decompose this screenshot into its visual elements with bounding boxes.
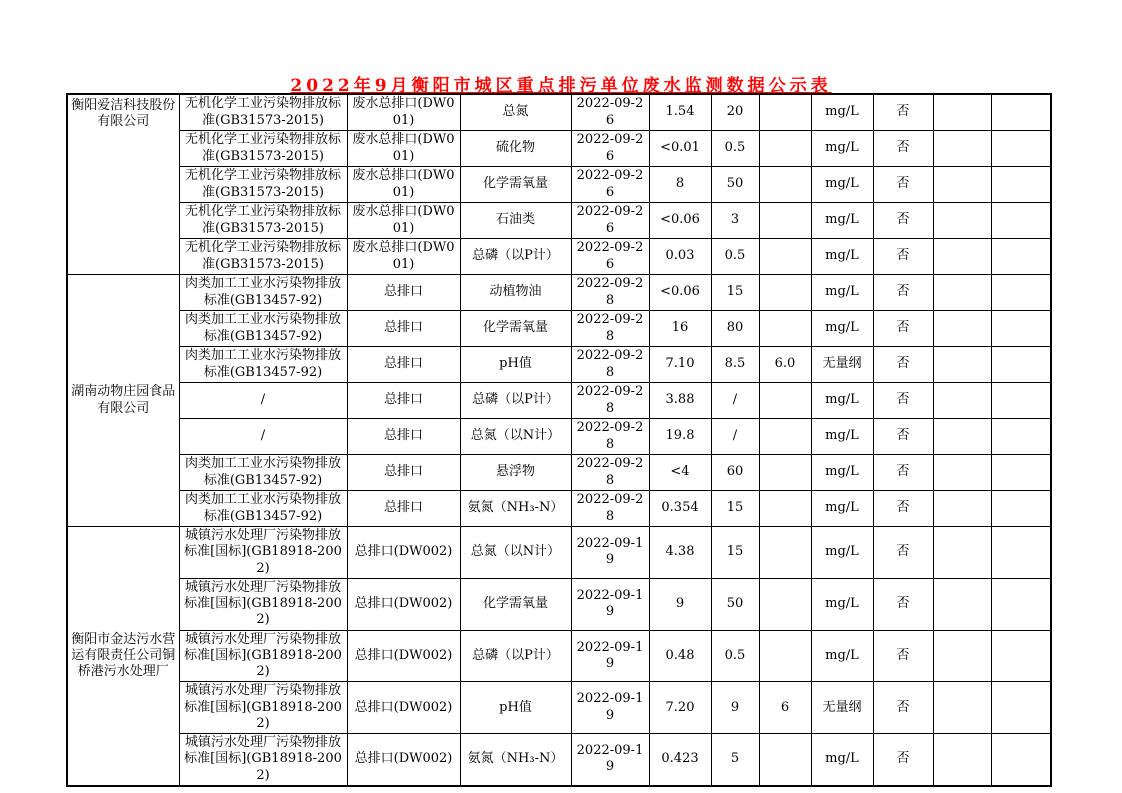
unit-cell: mg/L [811, 491, 873, 527]
blank-cell-1 [933, 383, 991, 419]
limit-min-cell [759, 630, 811, 682]
table-row [67, 203, 1051, 239]
outlet-cell: 总排口(DW002) [347, 734, 460, 786]
limit-max-cell: 60 [711, 455, 759, 491]
table-row [67, 682, 1051, 734]
standard-cell: / [179, 419, 347, 455]
standard-cell: 肉类加工工业水污染物排放标准(GB13457-92) [179, 455, 347, 491]
parameter-cell: 化学需氧量 [460, 167, 571, 203]
blank-cell-2 [991, 734, 1051, 786]
date-cell: 2022-09-28 [571, 311, 649, 347]
unit-cell: mg/L [811, 275, 873, 311]
result-cell: <0.01 [649, 131, 711, 167]
outlet-cell: 废水总排口(DW001) [347, 239, 460, 275]
table-row [67, 167, 1051, 203]
exceeded-cell: 否 [873, 682, 933, 734]
blank-cell-2 [991, 94, 1051, 131]
unit-cell: mg/L [811, 239, 873, 275]
limit-min-cell [759, 94, 811, 131]
standard-cell: 城镇污水处理厂污染物排放标准[国标](GB18918-2002) [179, 578, 347, 630]
outlet-cell: 总排口(DW002) [347, 578, 460, 630]
unit-cell: mg/L [811, 419, 873, 455]
outlet-cell: 总排口 [347, 491, 460, 527]
date-cell: 2022-09-19 [571, 527, 649, 579]
outlet-cell: 总排口 [347, 275, 460, 311]
outlet-cell: 总排口(DW002) [347, 527, 460, 579]
standard-cell: 肉类加工工业水污染物排放标准(GB13457-92) [179, 275, 347, 311]
blank-cell-2 [991, 491, 1051, 527]
parameter-cell: 悬浮物 [460, 455, 571, 491]
table-row [67, 131, 1051, 167]
limit-max-cell: 5 [711, 734, 759, 786]
parameter-cell: 化学需氧量 [460, 578, 571, 630]
wastewater-monitoring-table [66, 93, 1052, 787]
blank-cell-1 [933, 131, 991, 167]
limit-max-cell: 15 [711, 491, 759, 527]
standard-cell: 无机化学工业污染物排放标准(GB31573-2015) [179, 203, 347, 239]
result-cell: 0.48 [649, 630, 711, 682]
table-row [67, 419, 1051, 455]
parameter-cell: 氨氮（NH₃-N） [460, 491, 571, 527]
date-cell: 2022-09-28 [571, 419, 649, 455]
blank-cell-1 [933, 94, 991, 131]
parameter-cell: 氨氮（NH₃-N） [460, 734, 571, 786]
standard-cell: 无机化学工业污染物排放标准(GB31573-2015) [179, 167, 347, 203]
blank-cell-2 [991, 682, 1051, 734]
blank-cell-2 [991, 131, 1051, 167]
outlet-cell: 总排口 [347, 347, 460, 383]
blank-cell-2 [991, 527, 1051, 579]
table-row [67, 527, 1051, 579]
date-cell: 2022-09-26 [571, 167, 649, 203]
result-cell: <0.06 [649, 275, 711, 311]
exceeded-cell: 否 [873, 239, 933, 275]
exceeded-cell: 否 [873, 455, 933, 491]
unit-cell: mg/L [811, 94, 873, 131]
parameter-cell: pH值 [460, 682, 571, 734]
blank-cell-2 [991, 347, 1051, 383]
result-cell: 0.354 [649, 491, 711, 527]
result-cell: 1.54 [649, 94, 711, 131]
outlet-cell: 总排口 [347, 311, 460, 347]
unit-cell: mg/L [811, 630, 873, 682]
exceeded-cell: 否 [873, 419, 933, 455]
date-cell: 2022-09-26 [571, 239, 649, 275]
parameter-cell: pH值 [460, 347, 571, 383]
standard-cell: / [179, 383, 347, 419]
blank-cell-1 [933, 682, 991, 734]
limit-min-cell: 6 [759, 682, 811, 734]
blank-cell-2 [991, 578, 1051, 630]
table-row [67, 630, 1051, 682]
standard-cell: 城镇污水处理厂污染物排放标准[国标](GB18918-2002) [179, 527, 347, 579]
table-row [67, 94, 1051, 131]
exceeded-cell: 否 [873, 131, 933, 167]
result-cell: 4.38 [649, 527, 711, 579]
parameter-cell: 总磷（以P计） [460, 239, 571, 275]
date-cell: 2022-09-26 [571, 203, 649, 239]
limit-min-cell [759, 239, 811, 275]
outlet-cell: 总排口 [347, 419, 460, 455]
exceeded-cell: 否 [873, 167, 933, 203]
blank-cell-1 [933, 578, 991, 630]
result-cell: 7.10 [649, 347, 711, 383]
date-cell: 2022-09-19 [571, 630, 649, 682]
blank-cell-2 [991, 203, 1051, 239]
exceeded-cell: 否 [873, 275, 933, 311]
exceeded-cell: 否 [873, 578, 933, 630]
parameter-cell: 硫化物 [460, 131, 571, 167]
date-cell: 2022-09-28 [571, 383, 649, 419]
date-cell: 2022-09-28 [571, 275, 649, 311]
parameter-cell: 石油类 [460, 203, 571, 239]
table-row [67, 491, 1051, 527]
date-cell: 2022-09-19 [571, 578, 649, 630]
result-cell: 3.88 [649, 383, 711, 419]
limit-min-cell [759, 734, 811, 786]
limit-max-cell: 0.5 [711, 239, 759, 275]
blank-cell-2 [991, 275, 1051, 311]
blank-cell-2 [991, 239, 1051, 275]
result-cell: 0.03 [649, 239, 711, 275]
parameter-cell: 总磷（以P计） [460, 630, 571, 682]
parameter-cell: 总氮（以N计） [460, 527, 571, 579]
blank-cell-2 [991, 311, 1051, 347]
standard-cell: 城镇污水处理厂污染物排放标准[国标](GB18918-2002) [179, 734, 347, 786]
blank-cell-1 [933, 734, 991, 786]
result-cell: 7.20 [649, 682, 711, 734]
unit-cell: mg/L [811, 203, 873, 239]
table-row [67, 347, 1051, 383]
outlet-cell: 总排口(DW002) [347, 630, 460, 682]
blank-cell-1 [933, 203, 991, 239]
standard-cell: 无机化学工业污染物排放标准(GB31573-2015) [179, 94, 347, 131]
blank-cell-1 [933, 527, 991, 579]
outlet-cell: 总排口(DW002) [347, 682, 460, 734]
parameter-cell: 总氮 [460, 94, 571, 131]
result-cell: 19.8 [649, 419, 711, 455]
company-name-cell: 衡阳爱洁科技股份有限公司 [67, 94, 179, 275]
unit-cell: mg/L [811, 131, 873, 167]
exceeded-cell: 否 [873, 311, 933, 347]
date-cell: 2022-09-19 [571, 682, 649, 734]
limit-min-cell: 6.0 [759, 347, 811, 383]
company-name-cell: 湖南动物庄园食品有限公司 [67, 275, 179, 527]
limit-max-cell: / [711, 419, 759, 455]
unit-cell: mg/L [811, 455, 873, 491]
blank-cell-2 [991, 630, 1051, 682]
limit-min-cell [759, 311, 811, 347]
blank-cell-1 [933, 167, 991, 203]
parameter-cell: 总磷（以P计） [460, 383, 571, 419]
blank-cell-2 [991, 167, 1051, 203]
blank-cell-1 [933, 311, 991, 347]
limit-max-cell: 50 [711, 167, 759, 203]
date-cell: 2022-09-19 [571, 734, 649, 786]
standard-cell: 肉类加工工业水污染物排放标准(GB13457-92) [179, 491, 347, 527]
date-cell: 2022-09-28 [571, 347, 649, 383]
table-row [67, 578, 1051, 630]
parameter-cell: 动植物油 [460, 275, 571, 311]
result-cell: 0.423 [649, 734, 711, 786]
standard-cell: 肉类加工工业水污染物排放标准(GB13457-92) [179, 347, 347, 383]
exceeded-cell: 否 [873, 383, 933, 419]
limit-min-cell [759, 383, 811, 419]
exceeded-cell: 否 [873, 491, 933, 527]
standard-cell: 城镇污水处理厂污染物排放标准[国标](GB18918-2002) [179, 630, 347, 682]
limit-max-cell: 0.5 [711, 630, 759, 682]
unit-cell: 无量纲 [811, 682, 873, 734]
limit-max-cell: 50 [711, 578, 759, 630]
unit-cell: mg/L [811, 167, 873, 203]
date-cell: 2022-09-28 [571, 491, 649, 527]
blank-cell-1 [933, 491, 991, 527]
blank-cell-2 [991, 455, 1051, 491]
limit-max-cell: 0.5 [711, 131, 759, 167]
limit-max-cell: 15 [711, 527, 759, 579]
table-row [67, 239, 1051, 275]
outlet-cell: 废水总排口(DW001) [347, 203, 460, 239]
unit-cell: 无量纲 [811, 347, 873, 383]
exceeded-cell: 否 [873, 203, 933, 239]
result-cell: <0.06 [649, 203, 711, 239]
blank-cell-1 [933, 419, 991, 455]
standard-cell: 无机化学工业污染物排放标准(GB31573-2015) [179, 131, 347, 167]
table-row [67, 383, 1051, 419]
page-title: 2022年9月衡阳市城区重点排污单位废水监测数据公示表 [290, 76, 832, 96]
limit-max-cell: / [711, 383, 759, 419]
unit-cell: mg/L [811, 383, 873, 419]
table-row [67, 311, 1051, 347]
monitoring-table-body [67, 94, 1051, 786]
exceeded-cell: 否 [873, 347, 933, 383]
limit-max-cell: 8.5 [711, 347, 759, 383]
limit-min-cell [759, 203, 811, 239]
unit-cell: mg/L [811, 311, 873, 347]
table-row [67, 275, 1051, 311]
limit-max-cell: 80 [711, 311, 759, 347]
limit-min-cell [759, 527, 811, 579]
result-cell: 16 [649, 311, 711, 347]
outlet-cell: 废水总排口(DW001) [347, 94, 460, 131]
limit-max-cell: 20 [711, 94, 759, 131]
limit-min-cell [759, 491, 811, 527]
blank-cell-1 [933, 239, 991, 275]
blank-cell-2 [991, 383, 1051, 419]
result-cell: 8 [649, 167, 711, 203]
limit-max-cell: 9 [711, 682, 759, 734]
result-cell: 9 [649, 578, 711, 630]
unit-cell: mg/L [811, 734, 873, 786]
outlet-cell: 废水总排口(DW001) [347, 167, 460, 203]
date-cell: 2022-09-26 [571, 94, 649, 131]
outlet-cell: 废水总排口(DW001) [347, 131, 460, 167]
outlet-cell: 总排口 [347, 383, 460, 419]
blank-cell-1 [933, 275, 991, 311]
limit-min-cell [759, 578, 811, 630]
parameter-cell: 化学需氧量 [460, 311, 571, 347]
standard-cell: 无机化学工业污染物排放标准(GB31573-2015) [179, 239, 347, 275]
limit-min-cell [759, 419, 811, 455]
unit-cell: mg/L [811, 578, 873, 630]
exceeded-cell: 否 [873, 527, 933, 579]
unit-cell: mg/L [811, 527, 873, 579]
exceeded-cell: 否 [873, 734, 933, 786]
standard-cell: 城镇污水处理厂污染物排放标准[国标](GB18918-2002) [179, 682, 347, 734]
limit-max-cell: 3 [711, 203, 759, 239]
blank-cell-1 [933, 455, 991, 491]
limit-min-cell [759, 275, 811, 311]
standard-cell: 肉类加工工业水污染物排放标准(GB13457-92) [179, 311, 347, 347]
date-cell: 2022-09-26 [571, 131, 649, 167]
exceeded-cell: 否 [873, 630, 933, 682]
outlet-cell: 总排口 [347, 455, 460, 491]
date-cell: 2022-09-28 [571, 455, 649, 491]
result-cell: <4 [649, 455, 711, 491]
blank-cell-1 [933, 347, 991, 383]
limit-min-cell [759, 167, 811, 203]
table-row [67, 734, 1051, 786]
limit-min-cell [759, 455, 811, 491]
parameter-cell: 总氮（以N计） [460, 419, 571, 455]
limit-max-cell: 15 [711, 275, 759, 311]
blank-cell-1 [933, 630, 991, 682]
limit-min-cell [759, 131, 811, 167]
exceeded-cell: 否 [873, 94, 933, 131]
company-name-cell: 衡阳市金达污水营运有限责任公司铜桥港污水处理厂 [67, 527, 179, 786]
blank-cell-2 [991, 419, 1051, 455]
table-row [67, 455, 1051, 491]
